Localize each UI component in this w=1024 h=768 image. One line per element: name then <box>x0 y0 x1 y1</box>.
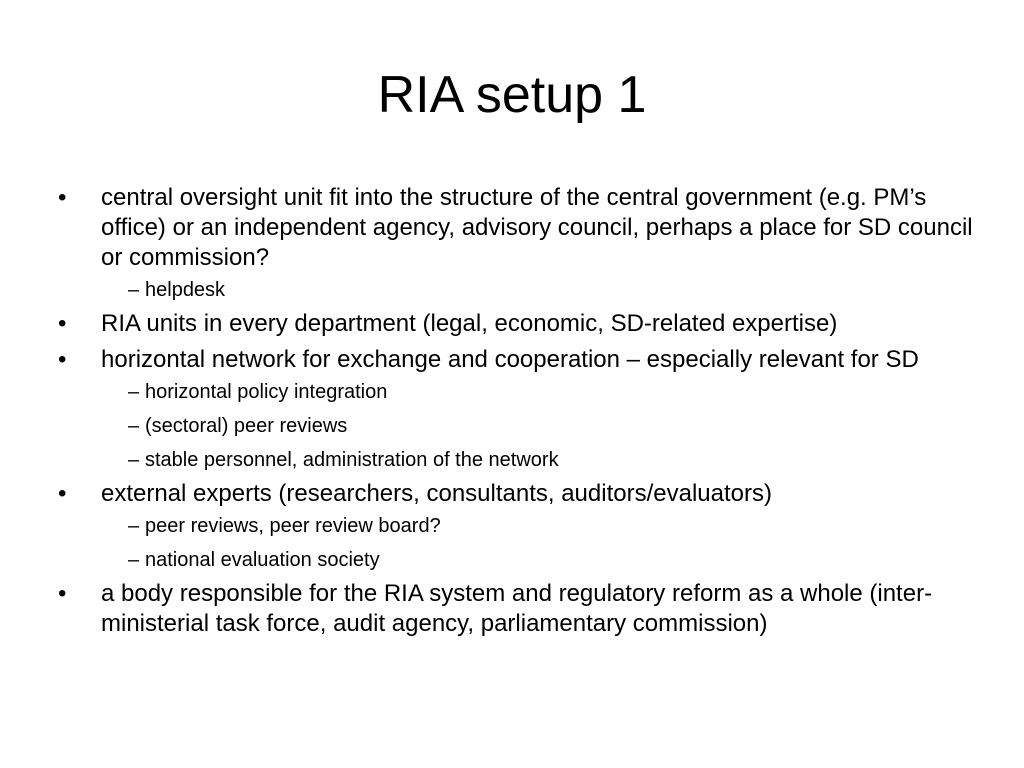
sub-bullet-item <box>101 379 988 405</box>
sub-bullet-text: helpdesk <box>145 279 226 301</box>
bullet-text: RIA units in every department (legal, economic, SD-related expertise) <box>101 310 838 337</box>
dash-icon: – <box>128 515 140 537</box>
bullet-text: horizontal network for exchange and cooperation – especially relevant for SD <box>101 346 919 373</box>
sub-bullet-item <box>101 413 988 439</box>
bullet-item <box>58 309 988 339</box>
bullet-item <box>58 579 988 639</box>
bullet-text: a body responsible for the RIA system and regulatory reform as a whole (inter-ministerial task force, audit agency, parliamentary commission) <box>101 580 933 637</box>
sub-bullet-list <box>101 277 988 303</box>
bullet-icon: • <box>58 346 67 373</box>
bullet-text: central oversight unit fit into the structure of the central government (e.g. PM’s office) or an independent agency, advisory council, perhaps a place for SD council or commission? <box>101 184 973 271</box>
slide-body <box>58 183 988 639</box>
bullet-icon: • <box>58 480 67 507</box>
dash-icon: – <box>128 415 140 437</box>
sub-bullet-item <box>101 513 988 539</box>
sub-bullet-text: (sectoral) peer reviews <box>145 415 348 437</box>
slide-title: RIA setup 1 <box>377 66 647 124</box>
bullet-icon: • <box>58 310 67 337</box>
dash-icon: – <box>128 449 140 471</box>
bullet-item <box>58 345 988 473</box>
sub-bullet-list <box>101 379 988 473</box>
bullet-icon: • <box>58 580 67 607</box>
sub-bullet-list <box>101 513 988 573</box>
sub-bullet-text: peer reviews, peer review board? <box>145 515 441 537</box>
sub-bullet-text: horizontal policy integration <box>145 381 388 403</box>
bullet-list <box>58 183 988 639</box>
dash-icon: – <box>128 279 140 301</box>
sub-bullet-item <box>101 277 988 303</box>
sub-bullet-text: stable personnel, administration of the network <box>145 449 559 471</box>
bullet-item <box>58 183 988 303</box>
sub-bullet-item <box>101 547 988 573</box>
bullet-icon: • <box>58 184 67 211</box>
bullet-item <box>58 479 988 573</box>
bullet-text: external experts (researchers, consultants, auditors/evaluators) <box>101 480 772 507</box>
sub-bullet-item <box>101 447 988 473</box>
dash-icon: – <box>128 381 140 403</box>
sub-bullet-text: national evaluation society <box>145 549 380 571</box>
dash-icon: – <box>128 549 140 571</box>
